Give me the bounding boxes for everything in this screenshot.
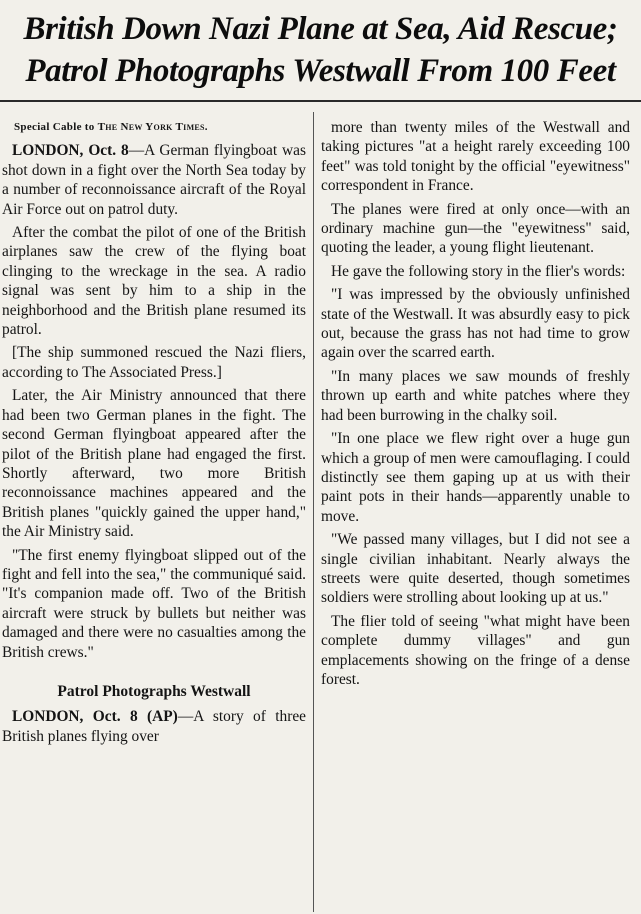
paragraph: [2, 141, 306, 219]
paragraph: "In one place we flew right over a huge gun which a group of men were camouflaging. I could distinctly see them gaping up at us with their paint pots in their hands—apparently unable to move.: [321, 430, 630, 525]
paragraph: After the combat the pilot of one of the British airplanes saw the crew of the flying boat clinging to the wreckage in the sea. A radio signal was sent by him to a ship in the neighborhood and the British plane resumed its patrol.: [2, 224, 306, 339]
byline-credit: [14, 118, 306, 137]
headline-line-1: British Down Nazi Plane at Sea, Aid Rescue;: [23, 11, 618, 47]
article-column-left: [2, 118, 306, 746]
column-divider: [313, 112, 314, 912]
dateline: LONDON, Oct. 8 (AP): [12, 708, 178, 726]
paragraph: more than twenty miles of the Westwall and taking pictures "at a height rarely exceeding 100 feet" was told tonight by the official "eyewitness" correspondent in France.: [321, 119, 630, 195]
headline-line-2: Patrol Photographs Westwall From 100 Feet: [25, 53, 616, 89]
credit-prefix: Special Cable to: [14, 121, 98, 133]
headline: [0, 0, 641, 92]
dateline: LONDON, Oct. 8: [12, 142, 129, 160]
headline-rule: [0, 100, 641, 102]
paragraph-text: —A German flyingboat was shot down in a fight over the North Sea today by a number of reconnoissance aircraft of the Royal Air Force out on patrol duty.: [2, 142, 306, 218]
paragraph: The flier told of seeing "what might have been complete dummy villages" and gun emplacements showing on the fringe of a dense forest.: [321, 612, 630, 688]
paragraph: "We passed many villages, but I did not see a single civilian inhabitant. Nearly always the streets were quite deserted, though sometimes soldiers were strolling about looking up at us.": [321, 531, 630, 607]
paragraph: "The first enemy flyingboat slipped out of the fight and fell into the sea," the communiqué said. "It's companion made off. Two of the British aircraft were struck by bullets but neither was damaged and there were no casualties among the British crews.": [2, 546, 306, 661]
paragraph: "In many places we saw mounds of freshly thrown up earth and white patches where they had been burrowing in the chalky soil.: [321, 367, 630, 424]
credit-paper: The New York Times.: [97, 121, 208, 133]
subheading: Patrol Photographs Westwall: [57, 682, 251, 700]
paragraph: "I was impressed by the obviously unfinished state of the Westwall. It was absurdly easy to pick out, because the grass has not had time to grow again over the scarred earth.: [321, 286, 630, 362]
paragraph-text: —A story of three British planes flying over: [2, 708, 306, 745]
paragraph: Later, the Air Ministry announced that there had been two German planes in the fight. The second German flyingboat appeared after the pilot of the British plane had engaged the first. Shortly afterward, two more British reconnoissance machines appeared and the British planes "quickly gained the upper hand," the Air Ministry said.: [2, 387, 306, 541]
paragraph: [The ship summoned rescued the Nazi fliers, according to The Associated Press.]: [2, 344, 306, 381]
paragraph: He gave the following story in the flier's words:: [331, 262, 626, 280]
paragraph: [2, 707, 306, 746]
paragraph: The planes were fired at only once—with an ordinary machine gun—the "eyewitness" said, quoting the leader, a young flight lieutenant.: [321, 200, 630, 257]
article-column-right: [321, 118, 630, 689]
